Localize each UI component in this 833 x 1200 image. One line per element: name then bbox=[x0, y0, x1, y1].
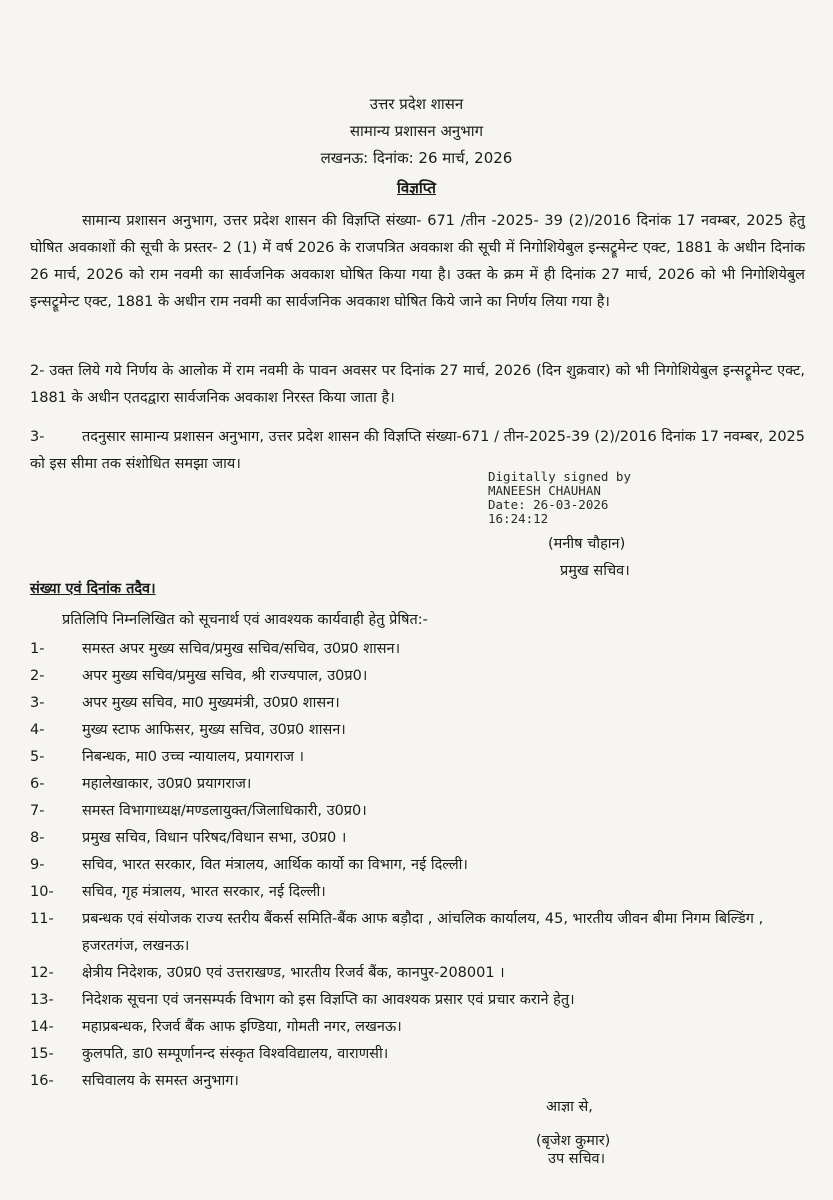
copy-forwarded-intro: प्रतिलिपि निम्नलिखित को सूचनार्थ एवं आवश्यक कार्यवाही हेतु प्रेषित:- bbox=[62, 612, 428, 628]
list-item: 7- समस्त विभागाध्यक्ष/मण्डलायुक्त/जिलाधिकारी, उ0प्र0। bbox=[30, 803, 367, 819]
by-order-text: आज्ञा से, bbox=[546, 1099, 593, 1115]
paragraph-3-number: 3- bbox=[30, 429, 45, 445]
list-item: 4- मुख्य स्टाफ आफिसर, मुख्य सचिव, उ0प्र0 शासन। bbox=[30, 722, 346, 738]
list-item: 11- प्रबन्धक एवं संयोजक राज्य स्तरीय बैंकर्स समिति-बैंक आफ बड़ौदा , आंचलिक कार्यालय, 45, भारतीय जीवन बीमा निगम बिल्डिंग , हजरतगंज, लखनऊ। bbox=[30, 911, 764, 954]
paragraph-2: 2- उक्त लिये गये निर्णय के आलोक में राम नवमी के पावन अवसर पर दिनांक 27 मार्च, 2026 (दिन शुक्रवार) को भी निगोशियेबुल इन्सट्रूमेन्ट एक्ट, 1881 के अधीन एतदद्वारा सार्वजनिक अवकाश निरस्त किया जाता है। bbox=[30, 363, 805, 406]
department-name: सामान्य प्रशासन अनुभाग bbox=[349, 122, 484, 140]
list-item: 6- महालेखाकार, उ0प्र0 प्रयागराज। bbox=[30, 776, 252, 792]
list-item: 15- कुलपति, डा0 सम्पूर्णानन्द संस्कृत विश्वविद्यालय, वाराणसी। bbox=[30, 1046, 389, 1062]
list-item: 3- अपर मुख्य सचिव, मा0 मुख्यमंत्री, उ0प्र0 शासन। bbox=[30, 695, 340, 711]
list-item: 5- निबन्धक, मा0 उच्च न्यायालय, प्रयागराज । bbox=[30, 749, 305, 765]
signature-line-4: 16:24:12 bbox=[488, 511, 549, 526]
signature-line-2: MANEESH CHAUHAN bbox=[488, 483, 601, 498]
paragraph-1: सामान्य प्रशासन अनुभाग, उत्तर प्रदेश शासन की विज्ञप्ति संख्या- 671 /तीन -2025- 39 (2)/2016 दिनांक 17 नवम्बर, 2025 हेतु घोषित अवकाशों की सूची के प्रस्तर- 2 (1) में वर्ष 2026 के राजपत्रित अवकाश की सूची में निगोशियेबुल इन्सट्रूमेन्ट एक्ट, 1881 के अधीन दिनांक 26 मार्च, 2026 को राम नवमी का सार्वजनिक अवकाश घोषित किया गया है। उक्त के क्रम में ही दिनांक 27 मार्च, 2026 को भी निगोशियेबुल इन्सट्रूमेन्ट एक्ट, 1881 के अधीन राम नवमी का सार्वजनिक अवकाश घोषित किये जाने का निर्णय लिया गया है। bbox=[30, 213, 805, 310]
paragraph-3-text: तदनुसार सामान्य प्रशासन अनुभाग, उत्तर प्रदेश शासन की विज्ञप्ति संख्या-671 / तीन-2025-39 (2)/2016 दिनांक 17 नवम्बर, 2025 को इस सीमा तक संशोधित समझा जाय। bbox=[30, 429, 805, 472]
officer-name: (मनीष चौहान) bbox=[548, 536, 626, 552]
list-item: 8- प्रमुख सचिव, विधान परिषद/विधान सभा, उ0प्र0 । bbox=[30, 830, 347, 846]
document-title: विज्ञप्ति bbox=[397, 179, 436, 197]
list-item: 10- सचिव, गृह मंत्रालय, भारत सरकार, नई दिल्ली। bbox=[30, 884, 326, 900]
list-item: 9- सचिव, भारत सरकार, वित मंत्रालय, आर्थिक कार्यो का विभाग, नई दिल्ली। bbox=[30, 857, 468, 873]
signature-line-3: Date: 26-03-2026 bbox=[488, 497, 609, 512]
list-item: 13- निदेशक सूचना एवं जनसम्पर्क विभाग को इस विज्ञप्ति का आवश्यक प्रसार एवं प्रचार कराने हेतु। bbox=[30, 992, 575, 1008]
officer-designation: प्रमुख सचिव। bbox=[560, 563, 630, 579]
reference-line: संख्या एवं दिनांक तदैव। bbox=[30, 581, 156, 597]
place-date: लखनऊ: दिनांक: 26 मार्च, 2026 bbox=[320, 149, 513, 167]
list-item: 14- महाप्रबन्धक, रिजर्व बैंक आफ इण्डिया, गोमती नगर, लखनऊ। bbox=[30, 1019, 402, 1035]
list-item: 12- क्षेत्रीय निदेशक, उ0प्र0 एवं उत्तराखण्ड, भारतीय रिजर्व बैंक, कानपुर-208001 । bbox=[30, 965, 505, 981]
signature-line-1: Digitally signed by bbox=[488, 469, 631, 484]
paragraph-3 bbox=[30, 424, 805, 478]
digital-signature-stamp bbox=[488, 470, 631, 526]
list-item: 1- समस्त अपर मुख्य सचिव/प्रमुख सचिव/सचिव, उ0प्र0 शासन। bbox=[30, 641, 401, 657]
list-item: 16- सचिवालय के समस्त अनुभाग। bbox=[30, 1073, 239, 1089]
signatory-name: (बृजेश कुमार) bbox=[536, 1133, 611, 1149]
signatory-designation: उप सचिव। bbox=[548, 1151, 606, 1167]
government-name: उत्तर प्रदेश शासन bbox=[369, 95, 464, 113]
list-item: 2- अपर मुख्य सचिव/प्रमुख सचिव, श्री राज्यपाल, उ0प्र0। bbox=[30, 668, 368, 684]
recipients-list bbox=[30, 636, 810, 1095]
